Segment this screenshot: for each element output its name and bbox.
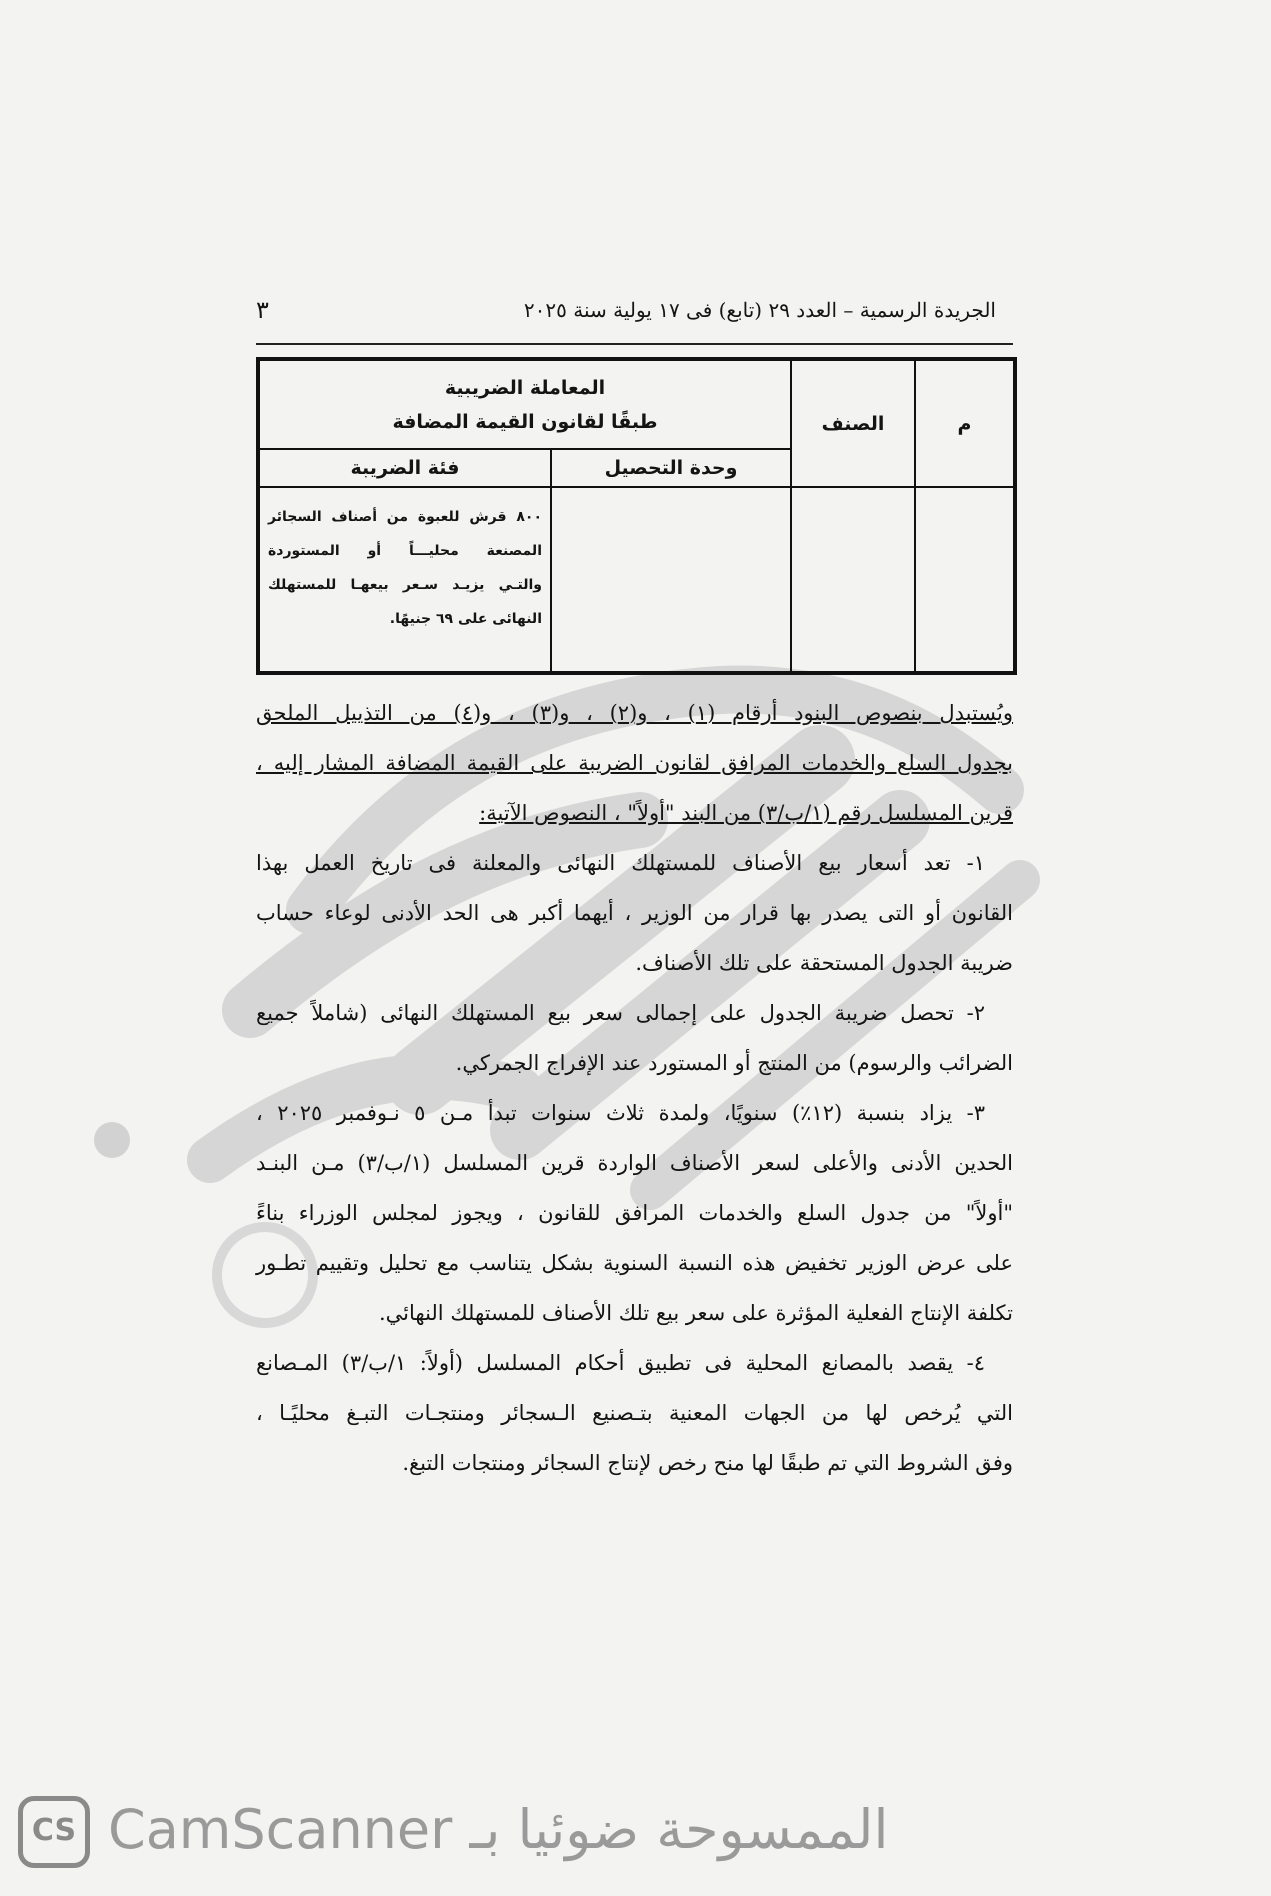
tax-treatment-table (256, 357, 1017, 675)
header-serial: م (915, 359, 1015, 487)
page-number: ٣ (256, 296, 269, 324)
header-category: الصنف (791, 359, 915, 487)
text-line: وفق الشروط التي تم طبقًا لها منح رخص لإنتاج السجائر ومنتجات التبغ. (402, 1451, 1013, 1475)
cell-tax-rate (258, 487, 551, 673)
text-line: قرين المسلسل رقم (١/ب/٣) من البند "أولاً" ، النصوص الآتية: (479, 801, 1013, 825)
rate-line: والتـي يزيـد سـعر بيعهـا للمستهلك (268, 577, 542, 593)
rate-line: النهائى على ٦٩ جنيهًا. (389, 611, 542, 627)
text-line: ضريبة الجدول المستحقة على تلك الأصناف. (635, 951, 1013, 975)
page-header (256, 290, 996, 330)
header-tax-treatment (258, 359, 791, 449)
text-line: بجدول السلع والخدمات المرافق لقانون الضريبة على القيمة المضافة المشار إليه ، (256, 751, 1013, 775)
cell-collection-unit (551, 487, 791, 673)
cell-category (791, 487, 915, 673)
header-divider (256, 343, 1013, 345)
camscanner-caption: الممسوحة ضوئيا بـ CamScanner (108, 1798, 889, 1861)
text-line: ١- تعد أسعار بيع الأصناف للمستهلك النهائى والمعلنة فى تاريخ العمل بهذا (256, 851, 985, 875)
text-line: التي يُرخص لها من الجهات المعنية بتـصنيع الـسجائر ومنتجـات التبـغ محليًـا ، (256, 1401, 1013, 1425)
rate-line: المصنعة محليـــاً أو المستوردة (268, 543, 542, 559)
text-line: القانون أو التى يصدر بها قرار من الوزير ، أيهما أكبر هى الحد الأدنى لوعاء حساب (256, 901, 1013, 925)
watermark-dot (94, 1122, 130, 1158)
rate-line: ٨٠٠ قرش للعبوة من أصناف السجائر (268, 509, 542, 525)
text-line: الحدين الأدنى والأعلى لسعر الأصناف الواردة قرين المسلسل (١/ب/٣) مـن البنـد (256, 1151, 1014, 1175)
text-line: ويُستبدل بنصوص البنود أرقام (١) ، و(٢) ، و(٣) ، و(٤) من التذييل الملحق (256, 701, 1014, 725)
body-text (256, 688, 1013, 1488)
text-line: ٤- يقصد بالمصانع المحلية فى تطبيق أحكام المسلسل (أولاً: ١/ب/٣) المـصانع (256, 1351, 986, 1375)
header-tax-rate: فئة الضريبة (258, 449, 551, 487)
treatment-title-line-1: المعاملة الضريبية (444, 376, 606, 399)
cell-serial (915, 487, 1015, 673)
text-line: على عرض الوزير تخفيض هذه النسبة السنوية بشكل يتناسب مع تحليل وتقييم تطـور (256, 1251, 1013, 1275)
text-line: تكلفة الإنتاج الفعلية المؤثرة على سعر بيع تلك الأصناف للمستهلك النهائي. (378, 1301, 1013, 1325)
text-line: "أولاً" من جدول السلع والخدمات المرافق للقانون ، ويجوز لمجلس الوزراء بناءً (256, 1201, 1013, 1225)
camscanner-logo-icon: CS (18, 1796, 90, 1868)
text-line: الضرائب والرسوم) من المنتج أو المستورد عند الإفراج الجمركي. (455, 1051, 1013, 1075)
text-line: ٣- يزاد بنسبة (١٢٪) سنويًا، ولمدة ثلاث سنوات تبدأ مـن ٥ نـوفمبر ٢٠٢٥ ، (256, 1101, 985, 1125)
camscanner-footer (8, 1790, 1008, 1878)
header-collection-unit: وحدة التحصيل (551, 449, 791, 487)
text-line: ٢- تحصل ضريبة الجدول على إجمالى سعر بيع المستهلك النهائى (شاملاً جميع (256, 1001, 985, 1025)
treatment-title-line-2: طبقًا لقانون القيمة المضافة (392, 410, 658, 433)
header-title: الجريدة الرسمية – العدد ٢٩ (تابع) فى ١٧ يولية سنة ٢٠٢٥ (523, 298, 996, 322)
